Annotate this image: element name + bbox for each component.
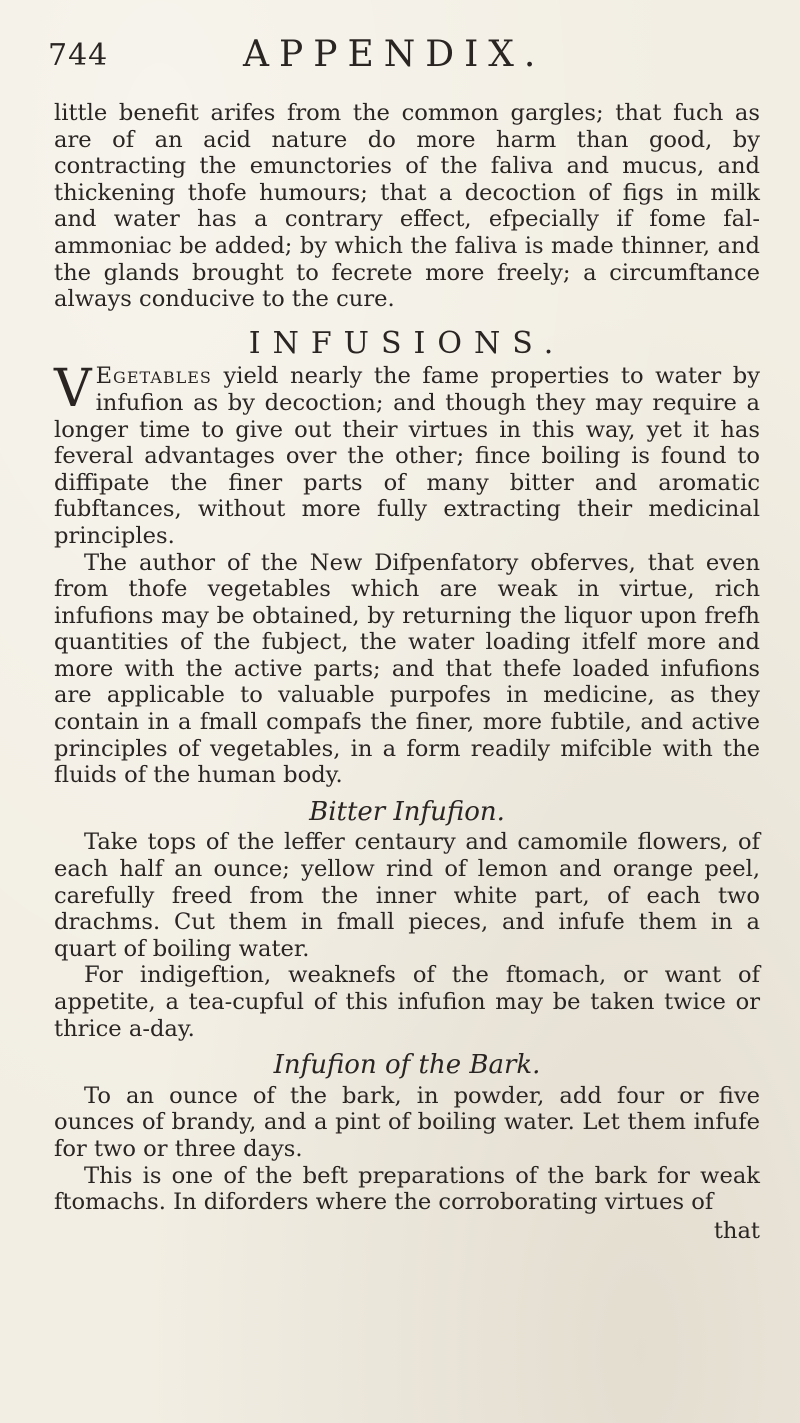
paragraph-new-dispensatory: The author of the New Difpenfatory obferves, that even from thofe vegetables which are weak in virtue, rich infufions may be obtained, by returning the liquor upon frefh quantities of the fubject, the water loading itfelf more and more with the active parts; and that thefe loaded infufions are applicable to valuable purpofes in medicine, as they contain in a fmall compafs the finer, more fubtile, and active principles of vegetables, in a form readily mifcible with the fluids of the human body. xyxy=(54,549,760,789)
paragraph-bark-recipe: To an ounce of the bark, in powder, add four or five ounces of brandy, and a pint of boiling water. Let them infufe for two or three days. xyxy=(54,1082,760,1162)
recipe-title-bitter-infusion: Bitter Infufion. xyxy=(309,796,505,827)
paragraph-bark-usage: This is one of the beft preparations of the bark for weak ftomachs. In diforders where the corroborating virtues of xyxy=(54,1162,760,1216)
recipe-title-bark-infusion: Infufion of the Bark. xyxy=(273,1050,541,1081)
paragraph-gargles: little benefit arifes from the common gargles; that fuch as are of an acid nature do more harm than good, by contracting the emunctories of the faliva and mucus, and thickening thofe humours; that a decoction of figs in milk and water has a contrary effect, efpecially if fome fal-ammoniac be added; by which the faliva is made thinner, and the glands brought to fecrete more freely; a circumftance always conducive to the cure. xyxy=(54,100,760,313)
paragraph-text: yield nearly the fame properties to water by infufion as by decoction; and though they may require a longer time to give out their virtues in this way, yet it has feveral advantages over the other; fince boiling is found to diffipate the finer parts of many bitter and aromatic fubftances, without more fully extracting their medicinal principles. xyxy=(54,363,760,549)
drop-cap: V xyxy=(54,359,92,420)
running-head: APPENDIX. xyxy=(243,34,546,75)
section-title-infusions: INFUSIONS. xyxy=(248,325,566,361)
page-body xyxy=(54,100,760,1244)
paragraph-bitter-usage: For indigeftion, weaknefs of the ftomach, or want of appetite, a tea-cupful of this infufion may be taken twice or thrice a-day. xyxy=(54,962,760,1042)
page-header xyxy=(48,32,760,76)
paragraph-vegetables xyxy=(54,359,760,549)
page-number: 744 xyxy=(48,38,109,73)
paragraph-lead-word: Egetables xyxy=(95,363,212,390)
catchword: that xyxy=(713,1217,760,1244)
paragraph-bitter-recipe: Take tops of the leffer centaury and camomile flowers, of each half an ounce; yellow rind of lemon and orange peel, carefully freed from the inner white part, of each two drachms. Cut them in fmall pieces, and infufe them in a quart of boiling water. xyxy=(54,829,760,962)
